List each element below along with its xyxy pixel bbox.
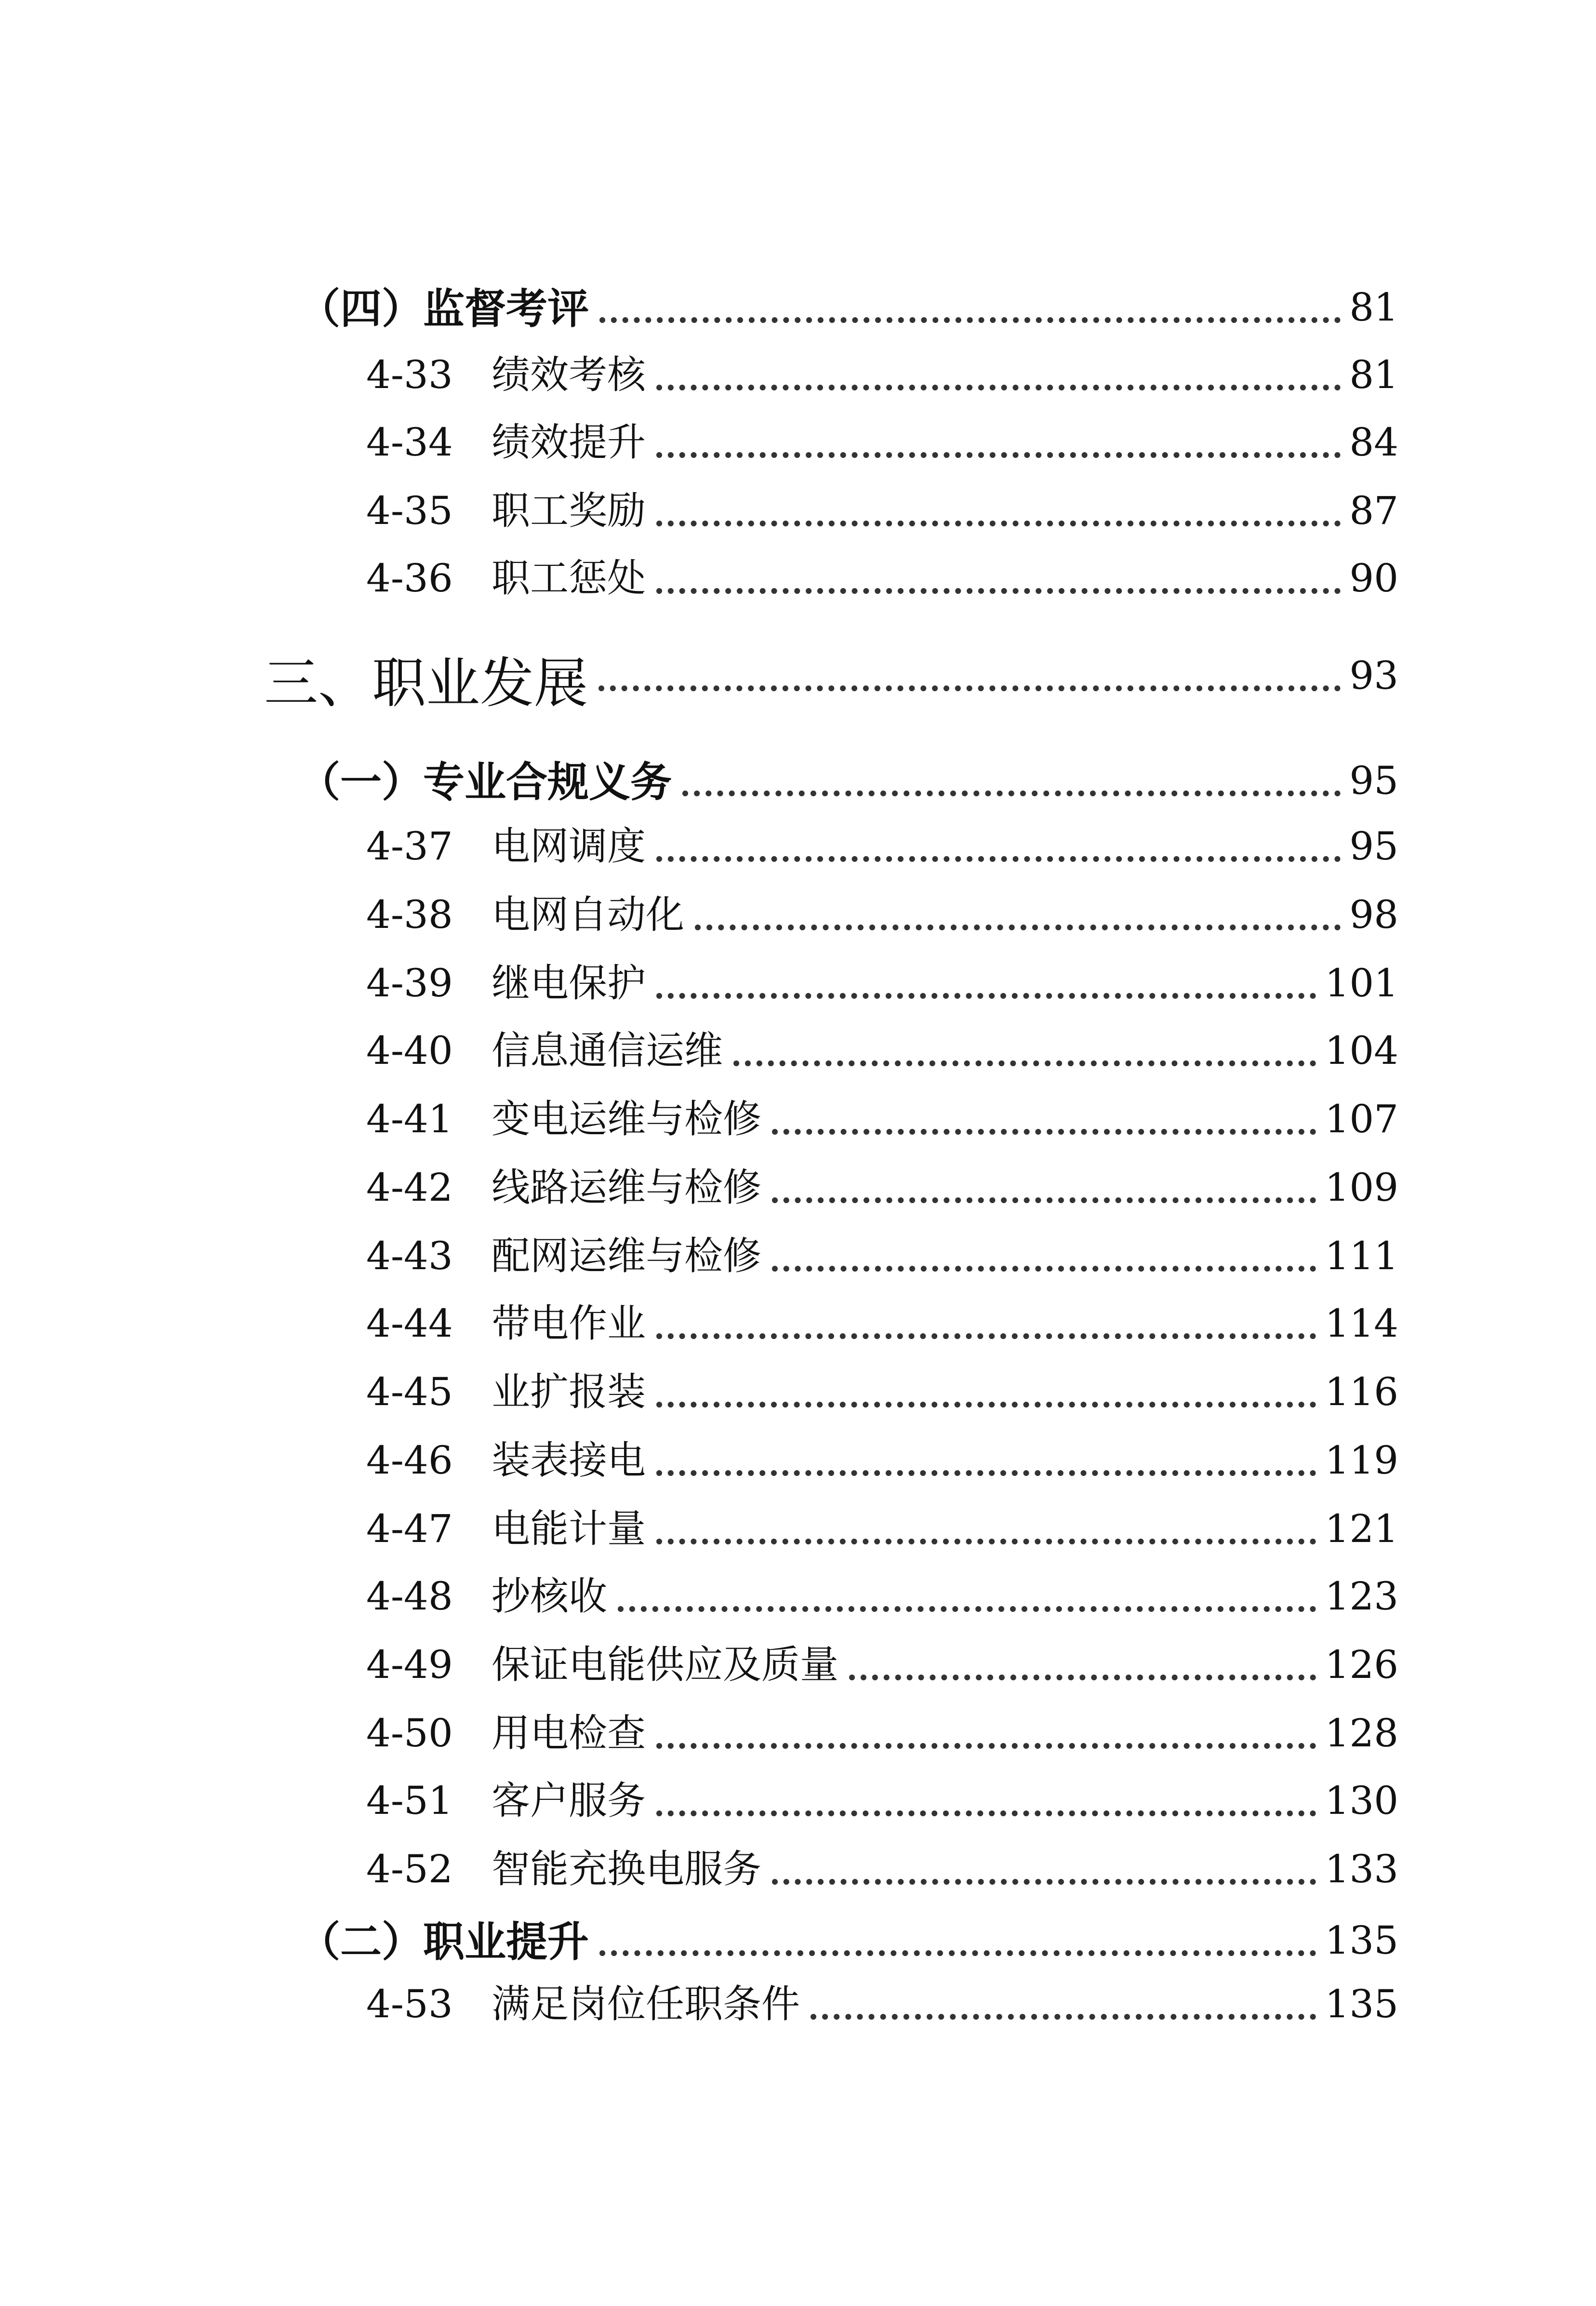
toc-page-number: 107 bbox=[1325, 1097, 1398, 1141]
toc-item-number: 4-53 bbox=[366, 1982, 453, 2026]
toc-item-number: 4-37 bbox=[366, 824, 453, 869]
toc-page-number: 121 bbox=[1325, 1506, 1398, 1551]
toc-page-number: 111 bbox=[1325, 1233, 1398, 1278]
toc-entry bbox=[0, 1028, 1596, 1094]
dot-leader bbox=[656, 856, 1341, 862]
toc-entry bbox=[0, 352, 1596, 418]
toc-section-title: （四）监督考评 bbox=[299, 284, 589, 333]
toc-entry bbox=[0, 652, 1596, 719]
toc-item-title: 电网自动化 bbox=[492, 892, 684, 937]
toc-entry bbox=[0, 1847, 1596, 1913]
toc-entry bbox=[0, 488, 1596, 554]
toc-item-title: 绩效提升 bbox=[492, 420, 646, 465]
toc-item-title: 用电检查 bbox=[492, 1711, 646, 1756]
toc-item-number: 4-33 bbox=[366, 352, 453, 397]
toc-entry bbox=[0, 1097, 1596, 1163]
toc-entry bbox=[0, 284, 1596, 351]
dot-leader bbox=[656, 1333, 1316, 1339]
toc-item-number: 4-38 bbox=[366, 892, 453, 937]
toc-entry bbox=[0, 1982, 1596, 2048]
toc-page-number: 128 bbox=[1325, 1711, 1398, 1756]
toc-page-number: 109 bbox=[1325, 1165, 1398, 1210]
dot-leader bbox=[656, 385, 1341, 390]
toc-chapter-title: 三、职业发展 bbox=[264, 652, 588, 715]
toc-item-number: 4-43 bbox=[366, 1233, 453, 1278]
toc-entry bbox=[0, 1711, 1596, 1777]
toc-page-number: 81 bbox=[1349, 352, 1398, 397]
toc-page-number: 135 bbox=[1325, 1918, 1398, 1963]
toc-page-number: 84 bbox=[1349, 420, 1398, 465]
toc-item-title: 职工惩处 bbox=[492, 556, 646, 601]
toc-page-number: 87 bbox=[1349, 488, 1398, 533]
toc-item-title: 保证电能供应及质量 bbox=[492, 1642, 838, 1687]
dot-leader bbox=[811, 2014, 1316, 2020]
dot-leader bbox=[772, 1129, 1316, 1135]
toc-item-number: 4-46 bbox=[366, 1438, 453, 1483]
dot-leader bbox=[695, 925, 1341, 930]
toc-page-number: 114 bbox=[1325, 1301, 1398, 1346]
dot-leader bbox=[682, 791, 1341, 796]
dot-leader bbox=[599, 1950, 1316, 1956]
toc-item-number: 4-34 bbox=[366, 420, 453, 465]
toc-item-title: 抄核收 bbox=[492, 1574, 607, 1619]
dot-leader bbox=[656, 1539, 1316, 1544]
toc-entry bbox=[0, 961, 1596, 1027]
toc-item-number: 4-50 bbox=[366, 1711, 453, 1756]
dot-leader bbox=[656, 993, 1316, 999]
toc-item-title: 业扩报装 bbox=[492, 1369, 646, 1414]
dot-leader bbox=[849, 1675, 1316, 1680]
toc-item-title: 带电作业 bbox=[492, 1301, 646, 1346]
toc-item-title: 继电保护 bbox=[492, 961, 646, 1006]
toc-item-number: 4-52 bbox=[366, 1847, 453, 1891]
toc-page-number: 104 bbox=[1325, 1028, 1398, 1073]
toc-item-title: 绩效考核 bbox=[492, 352, 646, 397]
toc-entry bbox=[0, 1301, 1596, 1367]
toc-entry bbox=[0, 1917, 1596, 1984]
toc-page-number: 123 bbox=[1325, 1574, 1398, 1619]
toc-item-number: 4-36 bbox=[366, 556, 453, 601]
toc-page-number: 126 bbox=[1325, 1642, 1398, 1687]
toc-page-number: 90 bbox=[1349, 556, 1398, 601]
toc-item-number: 4-49 bbox=[366, 1642, 453, 1687]
dot-leader bbox=[733, 1060, 1316, 1066]
dot-leader bbox=[772, 1266, 1316, 1272]
toc-section-title: （一）专业合规义务 bbox=[299, 758, 672, 806]
toc-item-number: 4-48 bbox=[366, 1574, 453, 1619]
dot-leader bbox=[656, 1810, 1316, 1816]
dot-leader bbox=[598, 685, 1341, 691]
toc-item-number: 4-45 bbox=[366, 1369, 453, 1414]
toc-section-title: （二）职业提升 bbox=[299, 1917, 589, 1966]
dot-leader bbox=[772, 1879, 1316, 1885]
toc-page-number: 130 bbox=[1325, 1778, 1398, 1823]
dot-leader bbox=[599, 317, 1341, 323]
dot-leader bbox=[656, 521, 1341, 526]
toc-page-number: 95 bbox=[1349, 758, 1398, 803]
dot-leader bbox=[656, 1470, 1316, 1476]
toc-page-number: 93 bbox=[1349, 653, 1398, 698]
toc-item-title: 线路运维与检修 bbox=[492, 1165, 761, 1210]
toc-item-number: 4-44 bbox=[366, 1301, 453, 1346]
toc-item-number: 4-51 bbox=[366, 1778, 453, 1823]
toc-item-number: 4-42 bbox=[366, 1165, 453, 1210]
toc-item-title: 信息通信运维 bbox=[492, 1028, 723, 1073]
toc-item-title: 配网运维与检修 bbox=[492, 1233, 761, 1278]
toc-page-number: 116 bbox=[1325, 1369, 1398, 1414]
toc-entry bbox=[0, 1165, 1596, 1231]
dot-leader bbox=[772, 1197, 1316, 1203]
toc-item-number: 4-39 bbox=[366, 961, 453, 1006]
toc-item-title: 电能计量 bbox=[492, 1506, 646, 1551]
toc-entry bbox=[0, 1438, 1596, 1504]
dot-leader bbox=[656, 452, 1341, 458]
toc-entry bbox=[0, 1574, 1596, 1640]
toc-page-number: 135 bbox=[1325, 1982, 1398, 2026]
toc-entry bbox=[0, 420, 1596, 486]
dot-leader bbox=[618, 1606, 1316, 1612]
toc-entry bbox=[0, 556, 1596, 622]
toc-entry bbox=[0, 1642, 1596, 1708]
toc-item-title: 智能充换电服务 bbox=[492, 1847, 761, 1891]
toc-page-number: 95 bbox=[1349, 824, 1398, 869]
toc-entry bbox=[0, 1233, 1596, 1300]
dot-leader bbox=[656, 588, 1341, 594]
toc-item-title: 客户服务 bbox=[492, 1778, 646, 1823]
toc-page-number: 101 bbox=[1325, 961, 1398, 1006]
toc-item-number: 4-41 bbox=[366, 1097, 453, 1141]
toc-entry bbox=[0, 824, 1596, 890]
dot-leader bbox=[656, 1402, 1316, 1408]
toc-page-number: 81 bbox=[1349, 285, 1398, 330]
dot-leader bbox=[656, 1743, 1316, 1749]
toc-page-number: 133 bbox=[1325, 1847, 1398, 1891]
toc-item-title: 职工奖励 bbox=[492, 488, 646, 533]
toc-item-number: 4-35 bbox=[366, 488, 453, 533]
toc-entry bbox=[0, 1778, 1596, 1844]
toc-item-title: 电网调度 bbox=[492, 824, 646, 869]
toc-item-title: 满足岗位任职条件 bbox=[492, 1982, 800, 2026]
toc-entry bbox=[0, 1506, 1596, 1572]
toc-entry bbox=[0, 1369, 1596, 1435]
toc-item-title: 装表接电 bbox=[492, 1438, 646, 1483]
toc-item-number: 4-47 bbox=[366, 1506, 453, 1551]
toc-entry bbox=[0, 892, 1596, 958]
toc-page-number: 98 bbox=[1349, 892, 1398, 937]
toc-page-number: 119 bbox=[1325, 1438, 1398, 1483]
toc-item-number: 4-40 bbox=[366, 1028, 453, 1073]
toc-entry bbox=[0, 758, 1596, 824]
toc-item-title: 变电运维与检修 bbox=[492, 1097, 761, 1141]
